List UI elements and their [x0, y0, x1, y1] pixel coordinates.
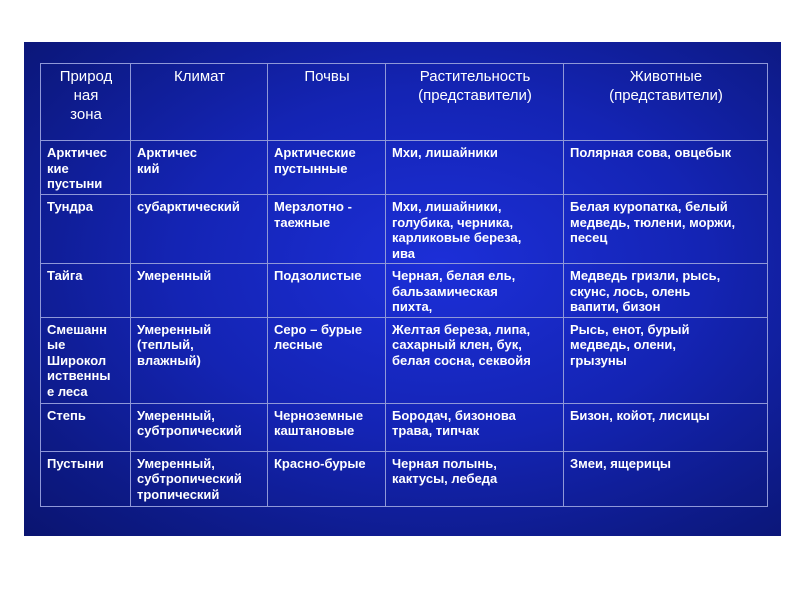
natural-zones-table: [40, 63, 768, 507]
header-animals: Животные (представители): [564, 64, 768, 141]
cell-vegetation: Черная полынь, кактусы, лебеда: [386, 451, 564, 506]
cell-soils: Серо – бурые лесные: [268, 317, 386, 403]
cell-vegetation: Мхи, лишайники, голубика, черника, карликовые береза, ива: [386, 195, 564, 264]
cell-zone: Тайга: [41, 264, 131, 318]
cell-soils: Мерзлотно - таежные: [268, 195, 386, 264]
cell-zone: Арктичес кие пустыни: [41, 141, 131, 195]
cell-animals: Бизон, койот, лисицы: [564, 403, 768, 451]
cell-animals: Рысь, енот, бурый медведь, олени, грызуны: [564, 317, 768, 403]
cell-vegetation: Мхи, лишайники: [386, 141, 564, 195]
header-soils: Почвы: [268, 64, 386, 141]
cell-animals: Полярная сова, овцебык: [564, 141, 768, 195]
table-row: [41, 195, 768, 264]
table-row: [41, 451, 768, 506]
cell-zone: Пустыни: [41, 451, 131, 506]
cell-animals: Белая куропатка, белый медведь, тюлени, моржи, песец: [564, 195, 768, 264]
cell-climate: Умеренный: [131, 264, 268, 318]
table-row: [41, 403, 768, 451]
cell-zone: Смешанн ые Широкол иственны е леса: [41, 317, 131, 403]
cell-zone: Степь: [41, 403, 131, 451]
cell-animals: Медведь гризли, рысь, скунс, лось, олень вапити, бизон: [564, 264, 768, 318]
cell-climate: Умеренный, субтропический тропический: [131, 451, 268, 506]
table-row: [41, 264, 768, 318]
cell-zone: Тундра: [41, 195, 131, 264]
table-row: [41, 317, 768, 403]
cell-animals: Змеи, ящерицы: [564, 451, 768, 506]
cell-soils: Красно-бурые: [268, 451, 386, 506]
header-zone: Природ ная зона: [41, 64, 131, 141]
table-row: [41, 141, 768, 195]
cell-climate: Арктичес кий: [131, 141, 268, 195]
cell-soils: Арктические пустынные: [268, 141, 386, 195]
cell-soils: Подзолистые: [268, 264, 386, 318]
table-header-row: [41, 64, 768, 141]
cell-climate: субарктический: [131, 195, 268, 264]
header-climate: Климат: [131, 64, 268, 141]
cell-vegetation: Черная, белая ель, бальзамическая пихта,: [386, 264, 564, 318]
cell-climate: Умеренный (теплый, влажный): [131, 317, 268, 403]
cell-soils: Черноземные каштановые: [268, 403, 386, 451]
cell-vegetation: Бородач, бизонова трава, типчак: [386, 403, 564, 451]
header-vegetation: Растительность (представители): [386, 64, 564, 141]
cell-climate: Умеренный, субтропический: [131, 403, 268, 451]
slide-background: [24, 42, 781, 536]
cell-vegetation: Желтая береза, липа, сахарный клен, бук, белая сосна, секвойя: [386, 317, 564, 403]
